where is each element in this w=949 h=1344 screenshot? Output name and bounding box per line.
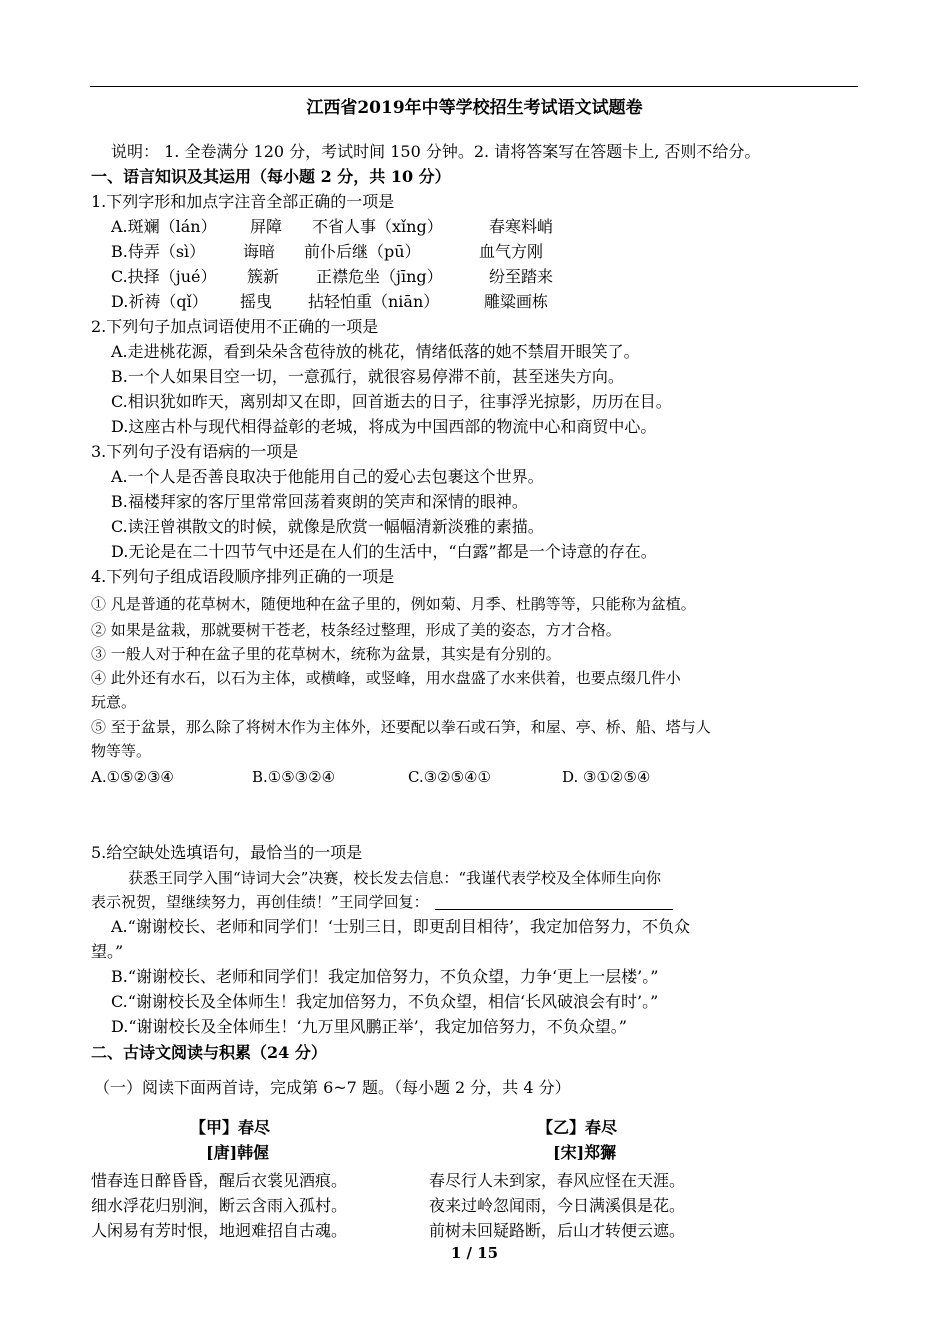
- q2-stem: 2.下列句子加点词语使用不正确的一项是: [91, 317, 379, 336]
- poem-b-author: [宋]郑獬: [553, 1143, 617, 1162]
- q1-option-a-1: A.斑斓（lán）: [111, 217, 217, 236]
- q1-option-d-1: D.祈祷（qǐ）: [111, 292, 208, 311]
- poem-b-title: 【乙】春尽: [537, 1118, 618, 1137]
- q1-option-b-2: 诲暗: [243, 242, 276, 261]
- q1-option-b-4: 血气方刚: [479, 242, 544, 261]
- q1-option-d-2: 摇曳: [240, 292, 273, 311]
- q4-option-d: D. ③①②⑤④: [562, 768, 651, 786]
- q4-option-c: C.③②⑤④①: [408, 768, 491, 786]
- q1-option-c-2: 簇新: [247, 267, 280, 286]
- q3-stem: 3.下列句子没有语病的一项是: [91, 442, 299, 461]
- q2-option-c: C.相识犹如昨天，离别却又在即，回首逝去的日子，往事浮光掠影，历历在目。: [111, 392, 672, 411]
- q4-option-b: B.①⑤③②④: [252, 768, 336, 786]
- q1-option-c-1: C.抉择（jué）: [111, 267, 217, 286]
- q1-option-a-2: 屏障: [250, 217, 283, 236]
- q4-sentence-4: ④ 此外还有水石，以石为主体，或横峰，或竖峰，用水盘盛了水来供着，也要点缀几件小: [91, 669, 681, 687]
- q1-option-b-1: B.侍弄（sì）: [111, 242, 206, 261]
- q1-option-a-3: 不省人事（xǐng）: [312, 217, 443, 236]
- instructions: 说明： 1. 全卷满分 120 分，考试时间 150 分钟。2. 请将答案写在答题卡上, 否则不给分。: [111, 142, 761, 161]
- q5-option-d: D.“谢谢校长及全体师生！‘九万里风鹏正举’，我定加倍努力，不负众望。”: [111, 1017, 627, 1036]
- q5-passage-line2: [91, 891, 673, 913]
- q5-passage-line1: 获悉王同学入围“诗词大会”决赛，校长发去信息：“我谨代表学校及全体师生向你: [128, 869, 662, 887]
- poem-b-line-3: 前树未回疑路断，后山才转便云遮。: [429, 1221, 686, 1240]
- poem-b-line-1: 春尽行人未到家，春风应怪在天涯。: [429, 1171, 686, 1190]
- poem-b-line-2: 夜来过岭忽闻雨，今日满溪俱是花。: [429, 1196, 686, 1215]
- q4-sentence-5-cont: 物等等。: [91, 742, 152, 760]
- page-title: 江西省2019年中等学校招生考试语文试题卷: [306, 98, 643, 118]
- q3-option-a: A.一个人是否善良取决于他能用自己的爱心去包裹这个世界。: [111, 467, 544, 486]
- q4-stem: 4.下列句子组成语段顺序排列正确的一项是: [91, 567, 395, 586]
- q4-sentence-1: ① 凡是普通的花草树木，随便地种在盆子里的，例如菊、月季、杜鹃等等，只能称为盆植。: [91, 595, 696, 613]
- q3-option-d: D.无论是在二十四节气中还是在人们的生活中，“白露”都是一个诗意的存在。: [111, 542, 657, 561]
- poem-a-title: 【甲】春尽: [190, 1118, 271, 1137]
- q2-option-a: A.走进桃花源，看到朵朵含苞待放的桃花，情绪低落的她不禁眉开眼笑了。: [111, 342, 640, 361]
- q2-option-d: D.这座古朴与现代相得益彰的老城，将成为中国西部的物流中心和商贸中心。: [111, 417, 657, 436]
- q4-option-a: A.①⑤②③④: [91, 768, 174, 786]
- section2-heading: 二、古诗文阅读与积累（24 分）: [91, 1043, 327, 1062]
- poem-a-author: [唐]韩偓: [206, 1143, 270, 1162]
- poem-a-line-3: 人闲易有芳时恨，地迥难招自古魂。: [91, 1221, 348, 1240]
- q5-option-b: B.“谢谢校长、老师和同学们！我定加倍努力，不负众望，力争‘更上一层楼’。”: [111, 967, 659, 986]
- page-number: 1 / 15: [450, 1244, 499, 1262]
- q5-passage-text: 表示祝贺，望继续努力，再创佳绩！”王同学回复：: [91, 893, 429, 911]
- q5-option-a: A.“谢谢校长、老师和同学们！‘士别三日，即更刮目相待’，我定加倍努力，不负众: [111, 917, 690, 936]
- q1-stem: 1.下列字形和加点字注音全部正确的一项是: [91, 192, 395, 211]
- q1-option-b-3: 前仆后继（pū）: [304, 242, 421, 261]
- poem-a-line-2: 细水浮花归别涧，断云含雨入孤村。: [91, 1196, 348, 1215]
- q4-sentence-2: ② 如果是盆栽，那就要树干苍老，枝条经过整理，形成了美的姿态，方才合格。: [91, 621, 621, 639]
- q3-option-b: B.福楼拜家的客厅里常常回荡着爽朗的笑声和深情的眼神。: [111, 492, 528, 511]
- q1-option-a-4: 春寒料峭: [489, 217, 554, 236]
- poem-a-line-1: 惜春连日醉昏昏，醒后衣裳见酒痕。: [91, 1171, 348, 1190]
- section1-heading: 一、语言知识及其运用（每小题 2 分，共 10 分）: [91, 167, 451, 186]
- q1-option-c-4: 纷至踏来: [489, 267, 554, 286]
- q5-option-c: C.“谢谢校长及全体师生！我定加倍努力，不负众望，相信‘长风破浪会有时’。”: [111, 992, 659, 1011]
- q1-option-d-4: 雕粱画栋: [484, 292, 549, 311]
- answer-blank: [435, 893, 673, 910]
- q3-option-c: C.读汪曾祺散文的时候，就像是欣赏一幅幅清新淡雅的素描。: [111, 517, 544, 536]
- q4-sentence-3: ③ 一般人对于种在盆子里的花草树木，统称为盆景，其实是有分别的。: [91, 645, 561, 663]
- q5-option-a-cont: 望。”: [91, 942, 124, 961]
- q4-sentence-4-cont: 玩意。: [91, 693, 137, 711]
- q1-option-c-3: 正襟危坐（jīng）: [316, 267, 443, 286]
- q2-option-b: B.一个人如果目空一切，一意孤行，就很容易停滞不前，甚至迷失方向。: [111, 367, 624, 386]
- q5-stem: 5.给空缺处选填语句，最恰当的一项是: [91, 843, 363, 862]
- header-rule: [90, 86, 858, 87]
- q1-option-d-3: 拈轻怕重（niān）: [308, 292, 440, 311]
- q4-sentence-5: ⑤ 至于盆景，那么除了将树木作为主体外，还要配以拳石或石笋，和屋、亭、桥、船、塔与人: [91, 718, 711, 736]
- section2-sub1: （一）阅读下面两首诗，完成第 6~7 题。（每小题 2 分，共 4 分）: [94, 1078, 571, 1097]
